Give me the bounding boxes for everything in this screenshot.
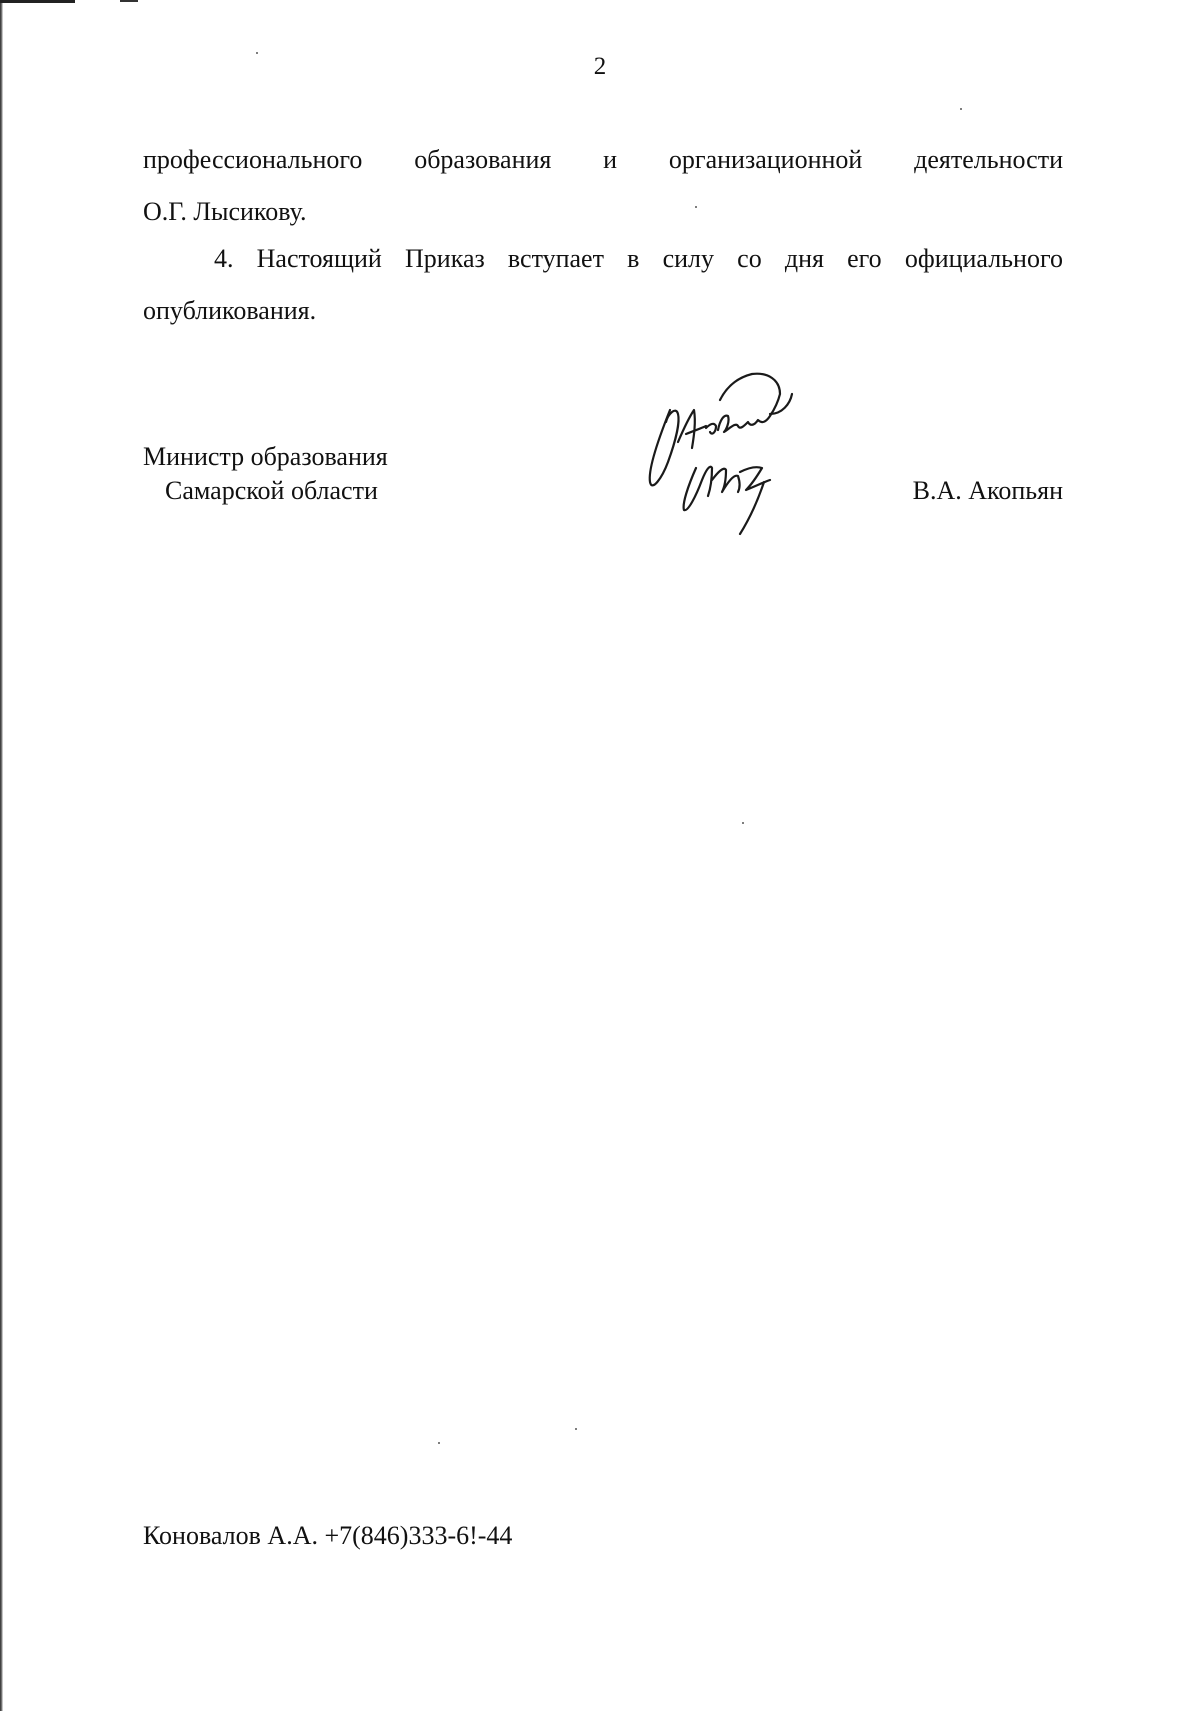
word: силу (662, 244, 714, 273)
handwritten-signature (640, 370, 830, 545)
page-number: 2 (593, 53, 607, 80)
word: со (737, 244, 762, 273)
signer-title-line-1: Министр образования (143, 442, 388, 471)
scan-speck (695, 206, 697, 208)
signer-title (143, 440, 388, 508)
word: Настоящий (256, 244, 382, 273)
word: вступает (507, 244, 604, 273)
signer-title-line-2: Самарской области (165, 476, 378, 505)
word: в (627, 244, 640, 273)
paragraph-1-line-1 (143, 144, 1063, 176)
signer-name: В.А. Акопьян (912, 476, 1063, 505)
scan-speck (575, 1428, 577, 1430)
word: 4. (214, 244, 234, 273)
word: дня (784, 244, 824, 273)
word: деятельности (914, 145, 1063, 174)
word: официального (904, 244, 1063, 273)
scan-speck (960, 108, 962, 110)
scan-top-artifact (120, 0, 138, 2)
paragraph-2-line-1 (214, 243, 1063, 275)
paragraph-2-line-2: опубликования. (143, 296, 317, 325)
word: его (847, 244, 882, 273)
contact-info: Коновалов А.А. +7(846)333-6!-44 (143, 1521, 513, 1550)
scan-edge-artifact (0, 0, 3, 1711)
scan-speck (742, 822, 744, 824)
paragraph-1-line-2: О.Г. Лысикову. (143, 197, 307, 226)
word: профессионального (143, 145, 363, 174)
scan-top-artifact (0, 0, 75, 3)
word: образования (414, 145, 552, 174)
word: Приказ (405, 244, 485, 273)
word: организационной (668, 145, 863, 174)
scan-speck (438, 1442, 440, 1444)
word: и (603, 145, 618, 174)
